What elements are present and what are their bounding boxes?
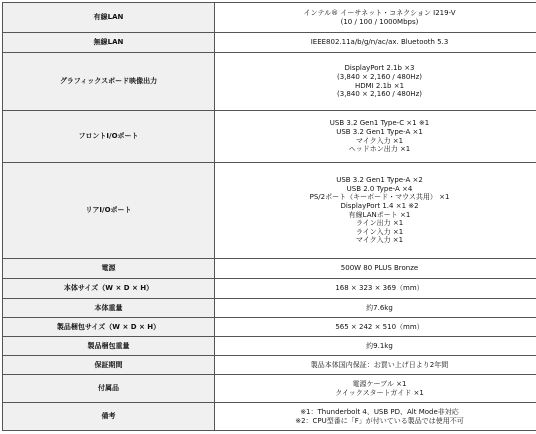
spec-label: フロントI/Oポート [3,111,215,163]
spec-value [215,299,536,318]
spec-label: 有線LAN [3,3,215,33]
spec-value-line: USB 2.0 Type-A ×4 [346,184,413,193]
spec-value-line: ※1：Thunderbolt 4、USB PD、Alt Mode非対応 [300,407,459,416]
spec-value-line: ライン入力 ×1 [355,227,404,236]
spec-value-line: マイク入力 ×1 [355,136,404,145]
spec-row [3,3,536,33]
spec-value-line: 168 × 323 × 369（mm） [335,284,424,293]
spec-value-line: 500W 80 PLUS Bronze [340,264,419,273]
spec-label: 製品梱包重量 [3,337,215,356]
spec-value-line: マイク入力 ×1 [355,236,404,245]
spec-value [215,3,536,33]
spec-label: 本体サイズ（W × D × H） [3,279,215,299]
spec-row [3,53,536,111]
spec-value [215,111,536,163]
spec-value-line: ヘッドホン出力 ×1 [348,145,411,154]
spec-value-line: (10 / 100 / 1000Mbps) [340,17,419,26]
spec-value-line: インテル® イーサネット・コネクション I219-V [303,8,456,17]
spec-value-line: 約9.1kg [366,341,393,350]
spec-table [2,2,536,431]
spec-value [215,403,536,431]
spec-value-line: USB 3.2 Gen1 Type-A ×1 [336,127,423,136]
spec-row [3,375,536,403]
spec-value-line: DisplayPort 2.1b ×3 [344,64,415,73]
spec-label: 本体重量 [3,299,215,318]
spec-value-line: 565 × 242 × 510（mm） [335,322,424,331]
spec-label: 無線LAN [3,33,215,53]
spec-label: リアI/Oポート [3,163,215,259]
spec-row [3,259,536,279]
spec-value-line: (3,840 × 2,160 / 480Hz) [337,72,422,81]
spec-value-line: PS/2ポート（キーボード・マウス共用） ×1 [309,193,450,202]
spec-value-line: 有線LANポート ×1 [348,210,411,219]
spec-value-line: 約7.6kg [366,303,393,312]
spec-row [3,337,536,356]
spec-row [3,318,536,337]
spec-label: 製品梱包サイズ（W × D × H） [3,318,215,337]
spec-value [215,279,536,299]
spec-row [3,356,536,375]
spec-value-line: 電源ケーブル ×1 [352,379,407,388]
spec-row [3,163,536,259]
spec-value [215,375,536,403]
spec-value-line: クイックスタートガイド ×1 [335,388,424,397]
spec-value-line: USB 3.2 Gen1 Type-A ×2 [336,176,423,185]
spec-value-line: ※2：CPU型番に「F」が付いている製品では使用不可 [295,416,464,425]
spec-label: 保証期間 [3,356,215,375]
spec-value-line: (3,840 × 2,160 / 480Hz) [337,90,422,99]
spec-value [215,337,536,356]
spec-label: 備考 [3,403,215,431]
spec-value-line: 製品本体国内保証：お買い上げ日より2年間 [310,360,449,369]
spec-label: 付属品 [3,375,215,403]
spec-label: グラフィックスボード映像出力 [3,53,215,111]
spec-value [215,259,536,279]
spec-row [3,403,536,431]
spec-value [215,356,536,375]
spec-value-line: IEEE802.11a/b/g/n/ac/ax. Bluetooth 5.3 [310,38,449,47]
spec-row [3,279,536,299]
spec-value [215,33,536,53]
spec-value-line: HDMI 2.1b ×1 [354,81,405,90]
spec-value [215,53,536,111]
spec-row [3,111,536,163]
spec-value [215,318,536,337]
spec-label: 電源 [3,259,215,279]
spec-value [215,163,536,259]
spec-value-line: DisplayPort 1.4 ×1 ※2 [340,201,419,210]
spec-value-line: USB 3.2 Gen1 Type-C ×1 ※1 [329,119,430,128]
spec-value-line: ライン出力 ×1 [355,219,404,228]
spec-row [3,299,536,318]
spec-row [3,33,536,53]
